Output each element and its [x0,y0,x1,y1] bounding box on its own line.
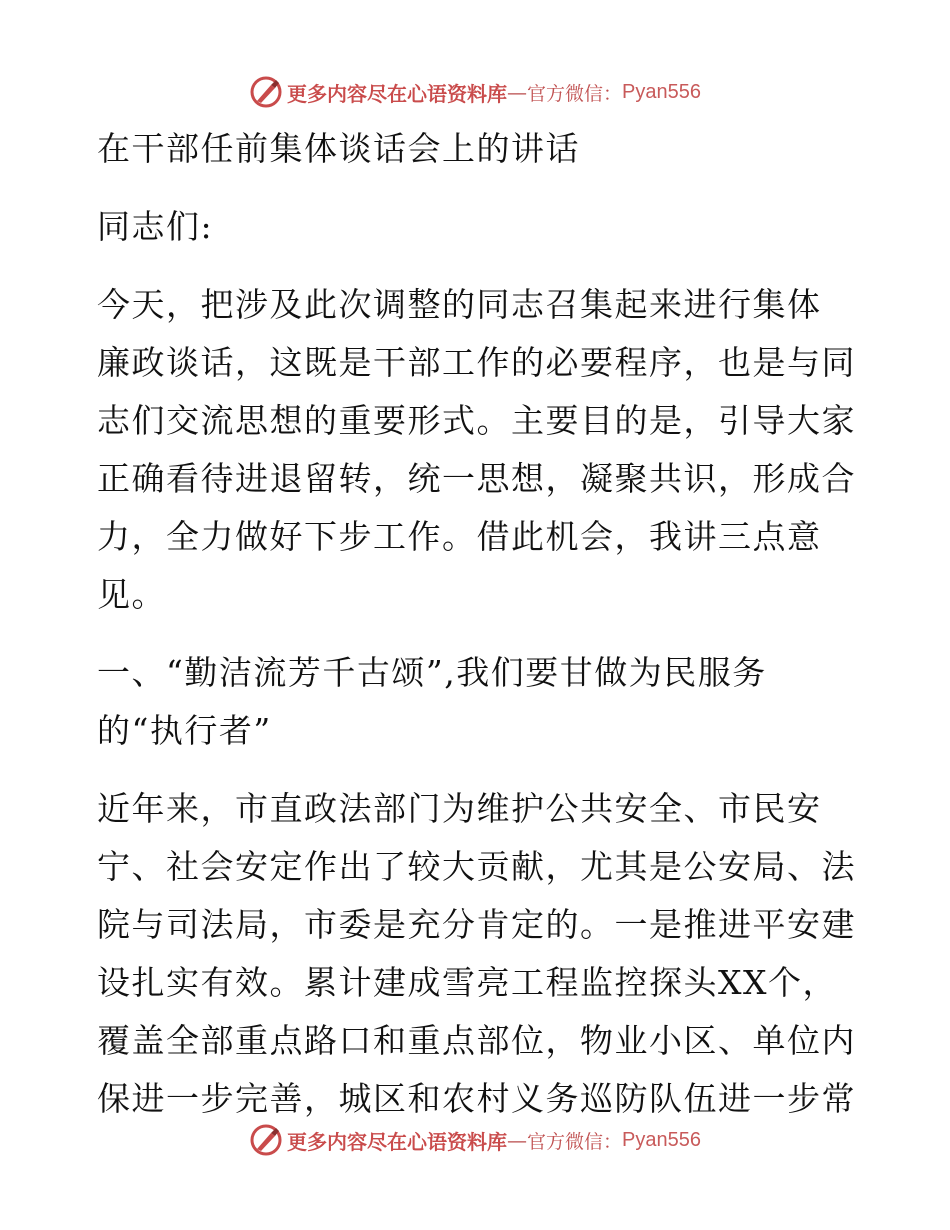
watermark-separator: — [507,80,527,104]
paragraph-line: 力，全力做好下步工作。借此机会，我讲三点意 [97,517,822,556]
watermark-separator: — [507,1128,527,1152]
watermark-official-label: 官方微信： [527,1130,623,1153]
paragraph-line: 今天，把涉及此次调整的同志召集起来进行集体 [97,285,822,324]
section-heading-1 [97,644,857,760]
watermark-wechat-id: Pyan556 [622,1128,701,1151]
paragraph-line: 设扎实有效。累计建成雪亮工程监控探头XX个， [97,963,837,1002]
paragraph-line: 廉政谈话，这既是干部工作的必要程序，也是与同 [97,343,856,382]
paragraph-section-1 [97,780,857,1128]
heading-line: 的“执行者” [97,711,272,750]
watermark-brand: 更多内容尽在心语资料库 [287,81,507,106]
watermark-header [0,72,950,112]
watermark-footer [0,1120,950,1160]
salutation: 同志们: [97,207,214,246]
watermark-official-label: 官方微信： [527,82,623,105]
paragraph-line: 院与司法局，市委是充分肯定的。一是推进平安建 [97,905,856,944]
paragraph-line: 正确看待进退留转，统一思想，凝聚共识，形成合 [97,459,856,498]
heading-line: 一、“勤洁流芳千古颂”,我们要甘做为民服务 [97,653,767,692]
paragraph-intro [97,276,857,624]
pen-logo-icon [249,75,283,109]
document-title: 在干部任前集体谈话会上的讲话 [97,129,580,168]
pen-logo-icon [249,1123,283,1157]
watermark-brand: 更多内容尽在心语资料库 [287,1129,507,1154]
paragraph-line: 覆盖全部重点路口和重点部位，物业小区、单位内 [97,1021,856,1060]
paragraph-line: 宁、社会安定作出了较大贡献，尤其是公安局、法 [97,847,856,886]
paragraph-line: 志们交流思想的重要形式。主要目的是，引导大家 [97,401,856,440]
paragraph-line: 近年来，市直政法部门为维护公共安全、市民安 [97,789,822,828]
document-body [97,120,857,1128]
watermark-wechat-id: Pyan556 [622,80,701,103]
paragraph-line: 保进一步完善，城区和农村义务巡防队伍进一步常 [97,1079,856,1118]
paragraph-line: 见。 [97,575,166,614]
